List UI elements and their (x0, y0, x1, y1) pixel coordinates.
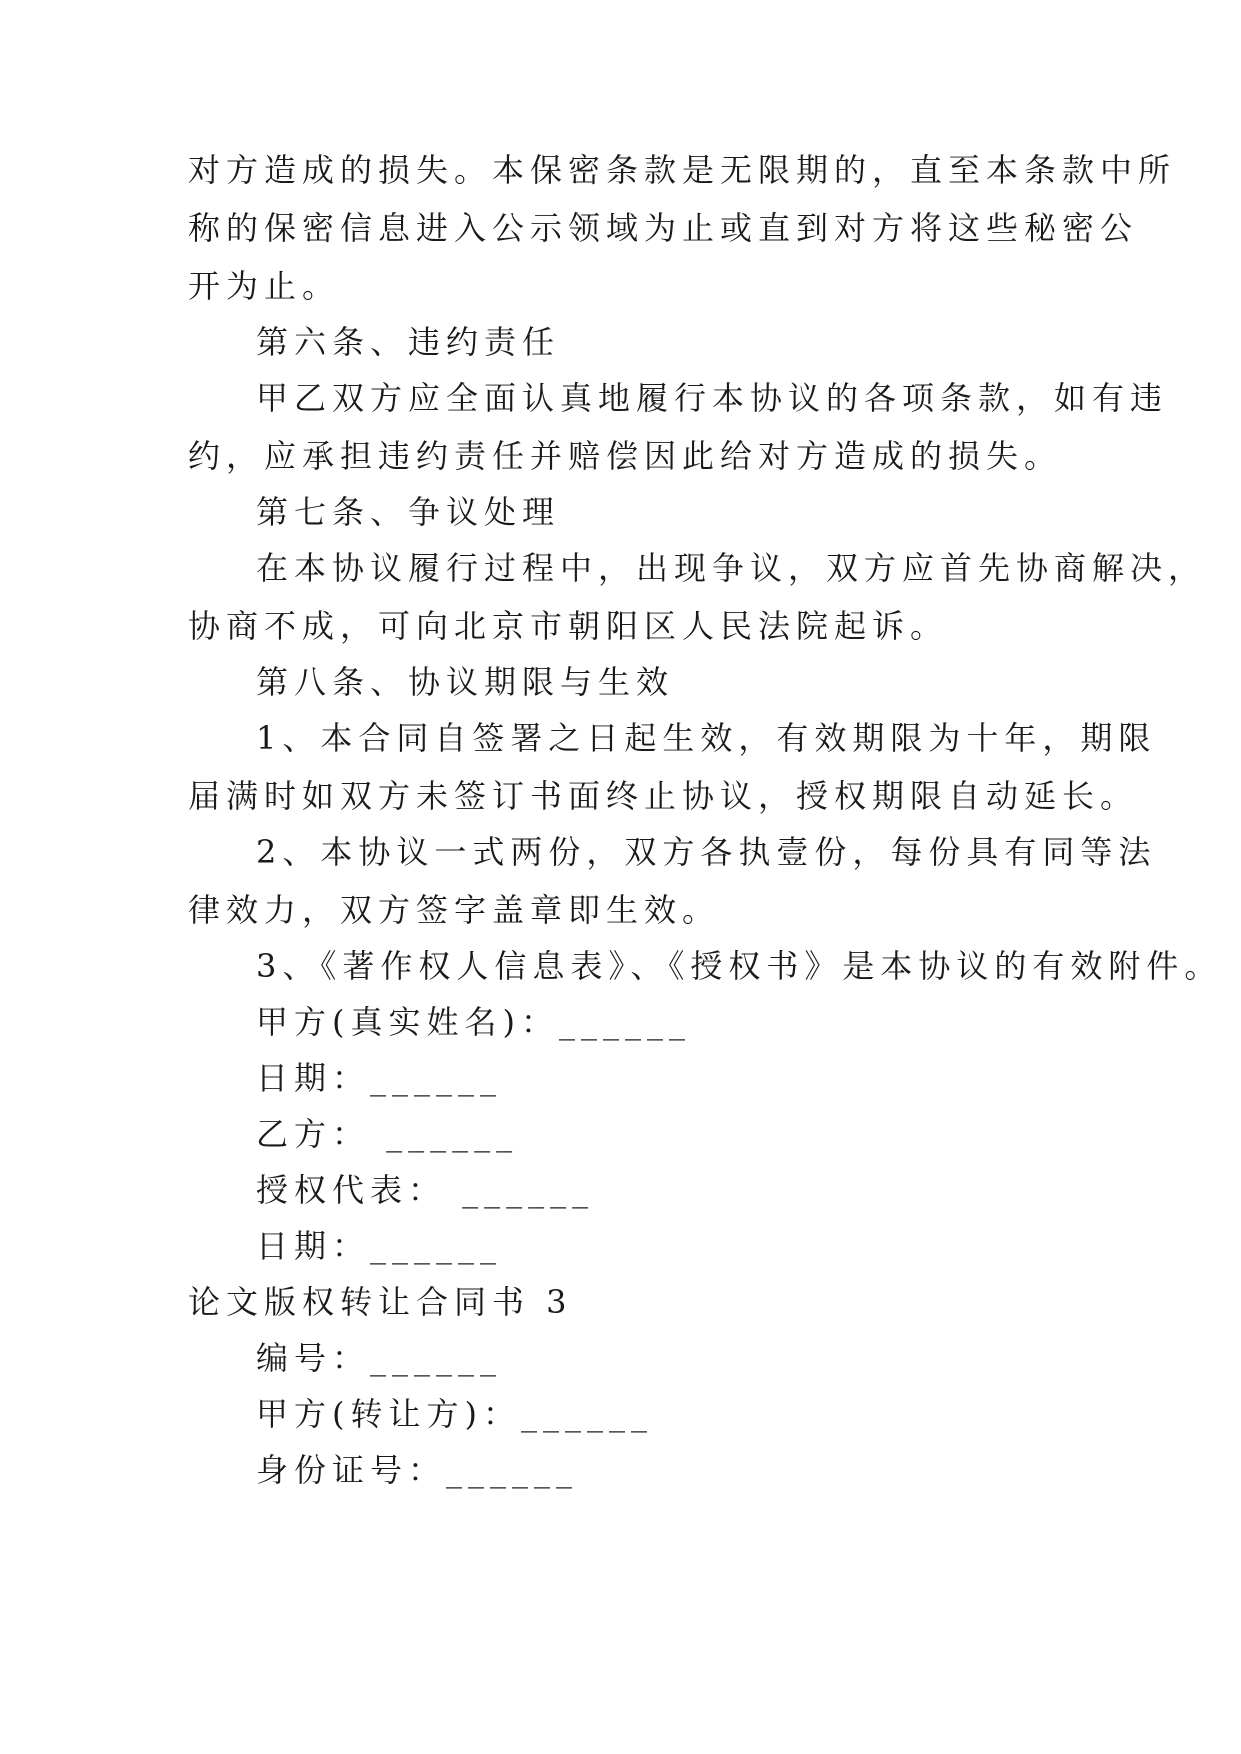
contract-3-title: 论文版权转让合同书 3 (188, 1283, 573, 1321)
party-a-name-field: 甲方(真实姓名)：______ (256, 1003, 691, 1041)
article-8-heading: 第八条、协议期限与生效 (256, 663, 675, 701)
article-7-paragraph-line-1: 在本协议履行过程中，出现争议，双方应首先协商解决， (256, 549, 1207, 587)
article-7-paragraph-line-2: 协商不成，可向北京市朝阳区人民法院起诉。 (188, 607, 949, 645)
article-6-paragraph-line-1: 甲乙双方应全面认真地履行本协议的各项条款，如有违 (256, 379, 1169, 417)
confidentiality-paragraph-line-1: 对方造成的损失。本保密条款是无限期的，直至本条款中所 (188, 151, 1177, 189)
confidentiality-paragraph-line-2: 称的保密信息进入公示领域为止或直到对方将这些秘密公 (188, 209, 1139, 247)
article-7-heading: 第七条、争议处理 (256, 493, 561, 531)
party-b-date-field: 日期：______ (256, 1227, 503, 1265)
id-number-field: 身份证号：______ (256, 1451, 579, 1489)
article-8-item-1-line-2: 届满时如双方未签订书面终止协议，授权期限自动延长。 (188, 777, 1139, 815)
confidentiality-paragraph-line-3: 开为止。 (188, 267, 341, 305)
article-8-item-2-line-2: 律效力，双方签字盖章即生效。 (188, 891, 721, 929)
article-8-item-3: 3、《著作权人信息表》、《授权书》是本协议的有效附件。 (256, 947, 1223, 985)
authorized-representative-field: 授权代表： ______ (256, 1171, 595, 1209)
article-8-item-2-line-1: 2、本协议一式两份，双方各执壹份，每份具有同等法 (256, 833, 1157, 871)
party-b-field: 乙方： ______ (256, 1115, 519, 1153)
article-6-paragraph-line-2: 约，应承担违约责任并赔偿因此给对方造成的损失。 (188, 437, 1063, 475)
party-a-date-field: 日期：______ (256, 1059, 503, 1097)
article-8-item-1-line-1: 1、本合同自签署之日起生效，有效期限为十年，期限 (256, 719, 1157, 757)
article-6-heading: 第六条、违约责任 (256, 323, 561, 361)
transferor-field: 甲方(转让方)：______ (256, 1395, 653, 1433)
contract-number-field: 编号：______ (256, 1339, 503, 1377)
